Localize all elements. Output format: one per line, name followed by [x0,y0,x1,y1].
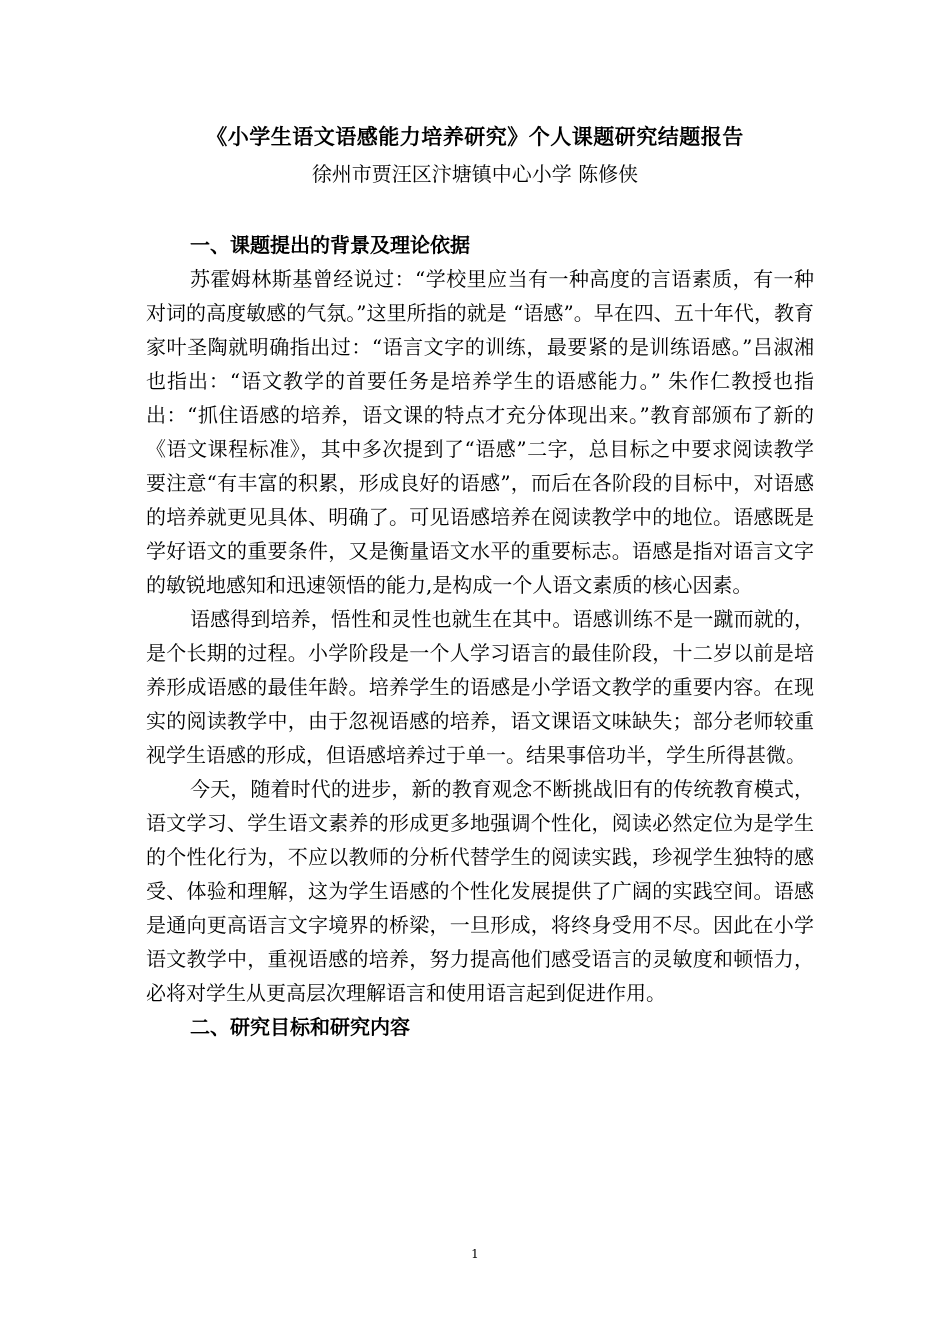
paragraph: 语感得到培养，悟性和灵性也就生在其中。语感训练不是一蹴而就的，是个长期的过程。小学阶段是一个人学习语言的最佳阶段，十二岁以前是培养形成语感的最佳年龄。培养学生的语感是小学语文教学的重要内容。在现实的阅读教学中，由于忽视语感的培养，语文课语文味缺失；部分老师较重视学生语感的形成，但语感培养过于单一。结果事倍功半，学生所得甚微。 [146,607,814,767]
paragraph: 今天，随着时代的进步，新的教育观念不断挑战旧有的传统教育模式，语文学习、学生语文素养的形成更多地强调个性化，阅读必然定位为是学生的个性化行为，不应以教师的分析代替学生的阅读实践，珍视学生独特的感受、体验和理解，这为学生语感的个性化发展提供了广阔的实践空间。语感是通向更高语言文字境界的桥梁，一旦形成，将终身受用不尽。因此在小学语文教学中，重视语感的培养，努力提高他们感受语言的灵敏度和顿悟力，必将对学生从更高层次理解语言和使用语言起到促进作用。 [146,777,814,1005]
document-author: 徐州市贾汪区汴塘镇中心小学 陈修侠 [311,162,639,186]
document-body [146,228,814,1044]
page-number: 1 [471,1247,479,1261]
document-title: 《小学生语文语感能力培养研究》个人课题研究结题报告 [206,124,744,149]
section-heading-goals: 二、研究目标和研究内容 [190,1015,410,1039]
paragraph: 苏霍姆林斯基曾经说过：“学校里应当有一种高度的言语素质，有一种对词的高度敏感的气氛。”这里所指的就是 “语感”。早在四、五十年代，教育家叶圣陶就明确指出过：“语言文字的训练，最要紧的是训练语感。”吕淑湘也指出：“语文教学的首要任务是培养学生的语感能力。” 朱作仁教授也指出：“抓住语感的培养，语文课的特点才充分体现出来。”教育部颁布了新的《语文课程标准》，其中多次提到了“语感”二字，总目标之中要求阅读教学要注意“有丰富的积累，形成良好的语感”，而后在各阶段的目标中，对语感的培养就更见具体、明确了。可见语感培养在阅读教学中的地位。语感既是学好语文的重要条件，又是衡量语文水平的重要标志。语感是指对语言文字的敏锐地感知和迅速领悟的能力,是构成一个人语文素质的核心因素。 [146,267,814,597]
section-heading-background: 一、课题提出的背景及理论依据 [190,233,470,257]
